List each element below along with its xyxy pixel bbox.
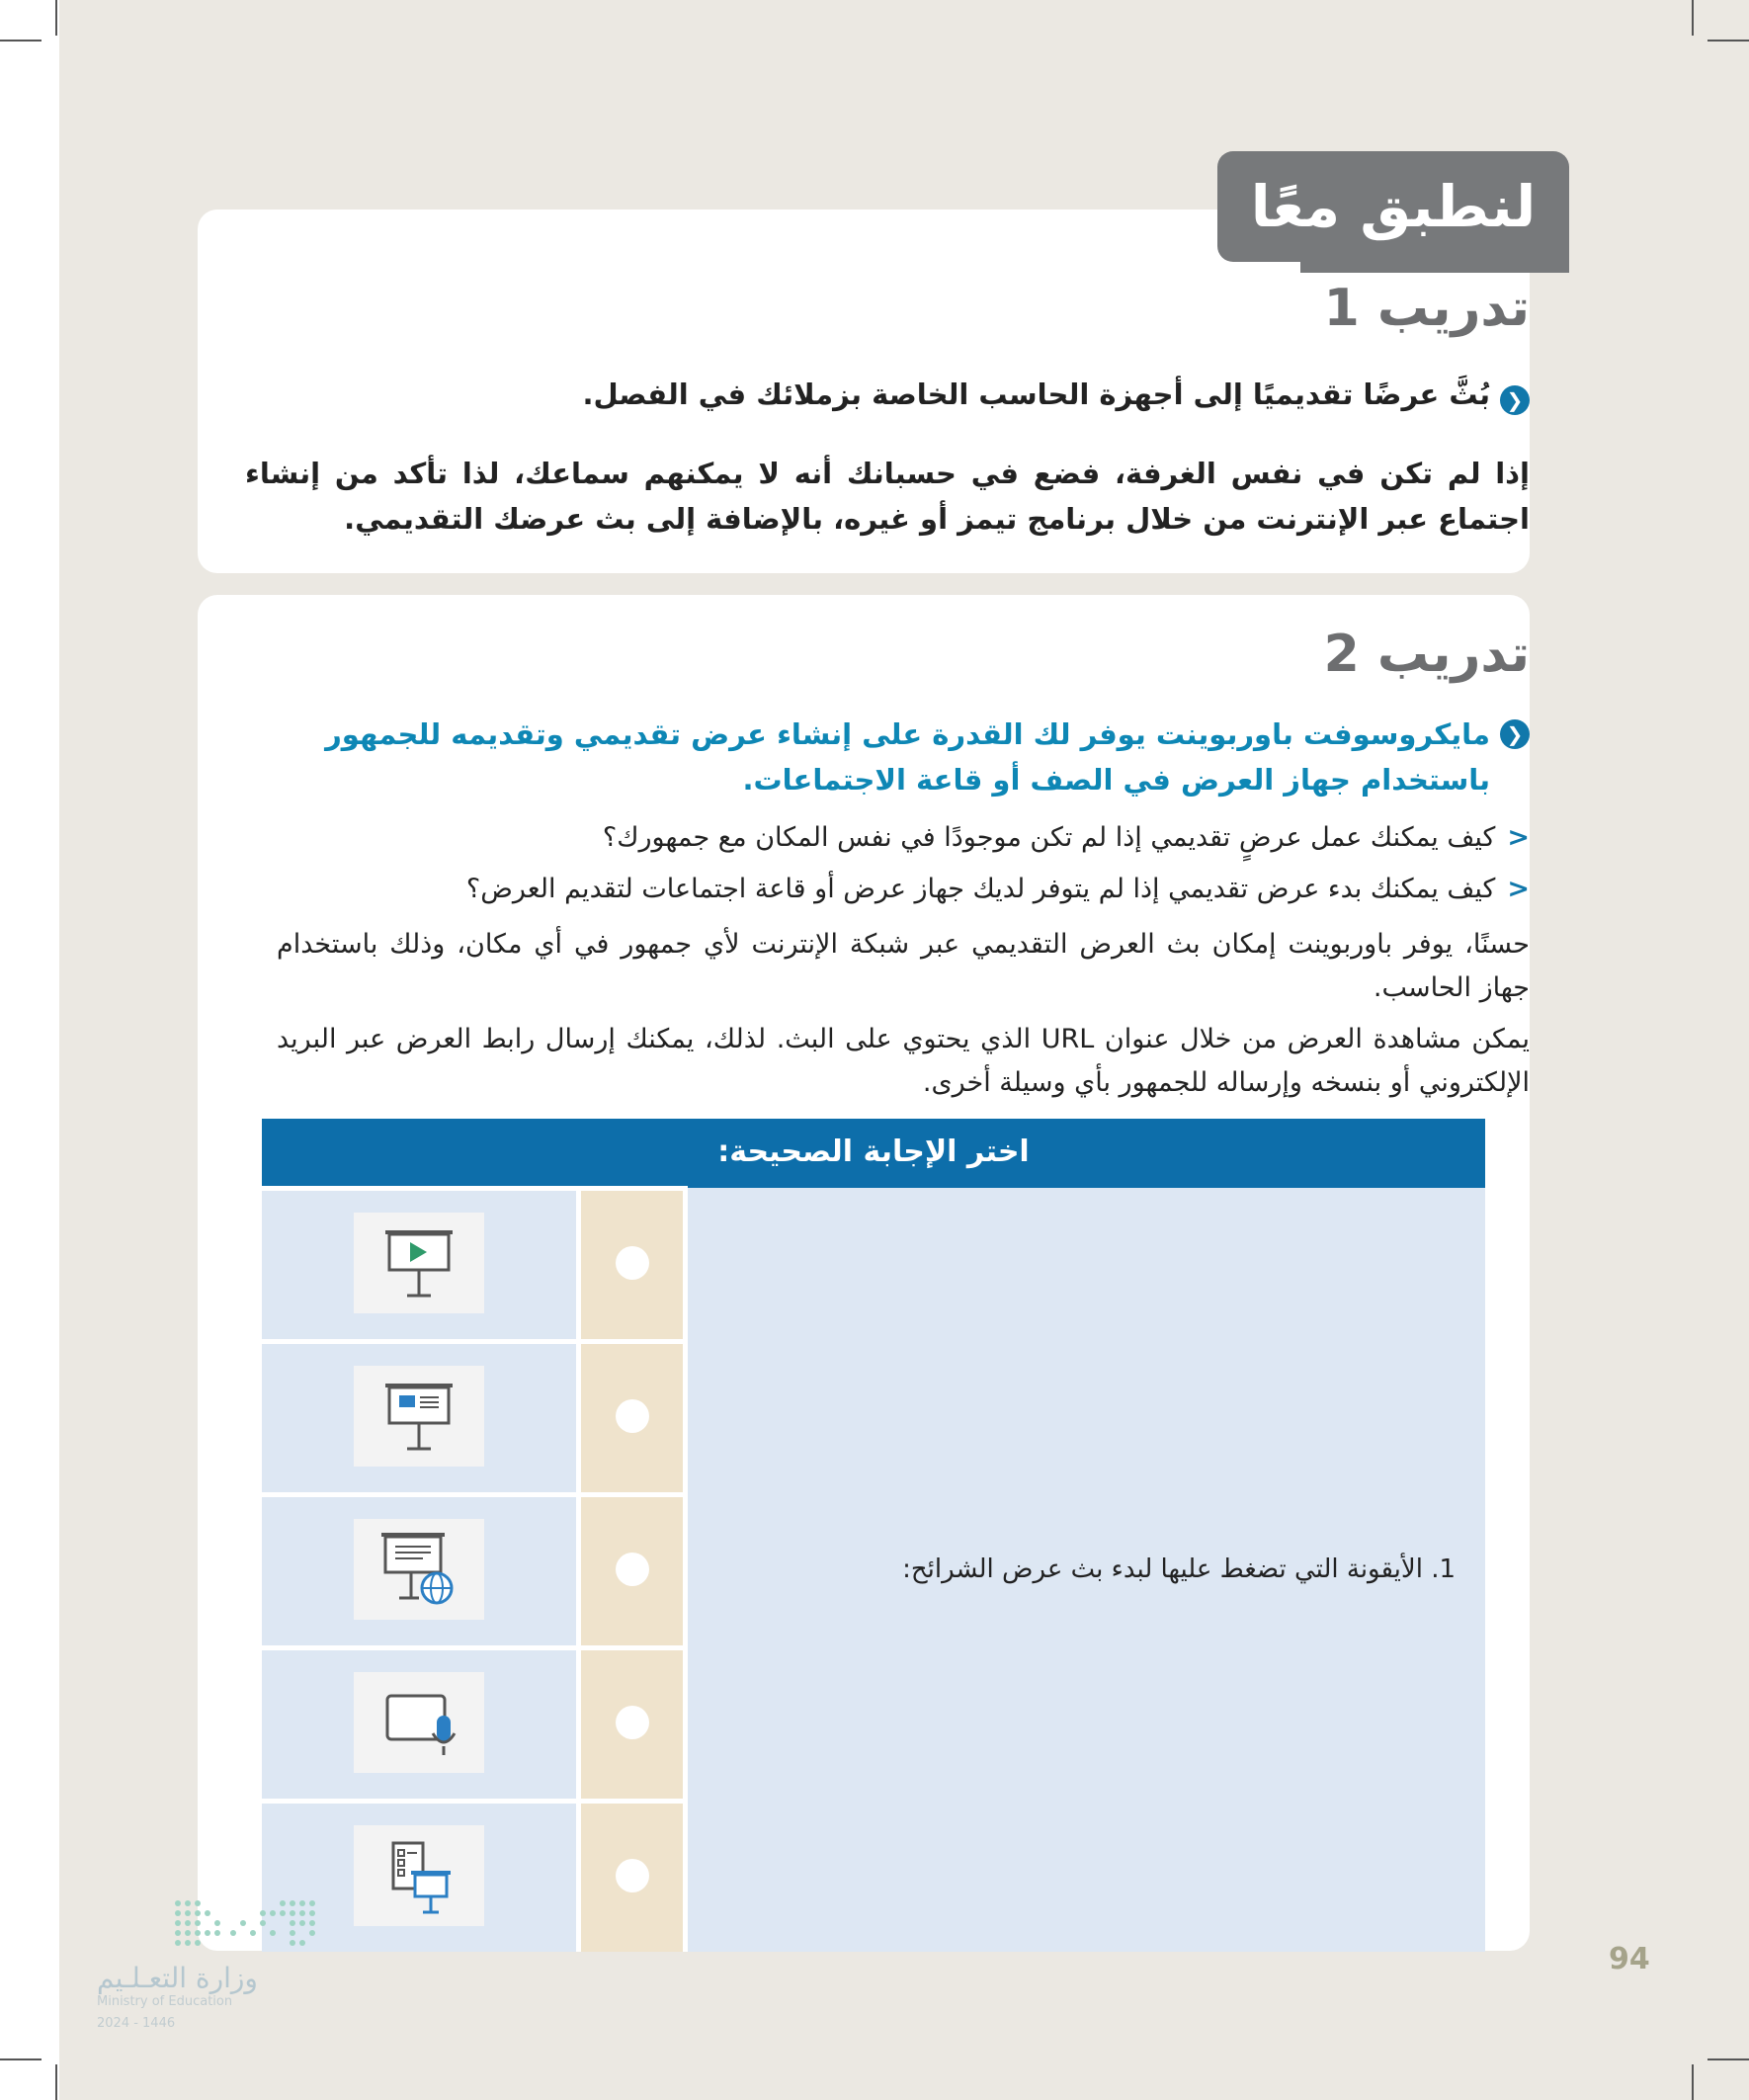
question-item xyxy=(466,874,1530,904)
crop-mark xyxy=(1707,2058,1749,2060)
option-icon-cell xyxy=(262,1647,579,1801)
arrow-icon: < xyxy=(1507,822,1530,853)
presenter-view-icon xyxy=(354,1366,484,1467)
arrow-icon: < xyxy=(1507,874,1530,904)
quiz-option-row xyxy=(262,1188,1485,1341)
radio-dot[interactable] xyxy=(616,1399,649,1433)
option-radio[interactable] xyxy=(579,1341,686,1494)
crop-mark xyxy=(1707,40,1749,42)
paragraph-1: حسنًا، يوفر باوربوينت إمكان بث العرض التقديمي عبر شبكة الإنترنت لأي جمهور في أي مكان، وذلك باستخدام جهاز الحاسب. xyxy=(277,929,1530,1003)
crop-mark xyxy=(0,2058,42,2060)
option-icon-cell xyxy=(262,1341,579,1494)
crop-mark xyxy=(55,0,57,36)
ministry-logo-icon xyxy=(95,1897,322,1953)
question-text: كيف يمكنك عمل عرضٍ تقديمي إذا لم تكن موجودًا في نفس المكان مع جمهورك؟ xyxy=(602,822,1496,853)
intro-text: مايكروسوفت باوربوينت يوفر لك القدرة على إنشاء عرض تقديمي وتقديمه للجمهور باستخدام جهاز العرض في الصف أو قاعة الاجتماعات. xyxy=(325,717,1490,797)
option-radio[interactable] xyxy=(579,1647,686,1801)
option-icon-cell xyxy=(262,1494,579,1647)
exercise-2-intro xyxy=(245,712,1530,802)
present-online-icon xyxy=(354,1519,484,1620)
radio-dot[interactable] xyxy=(616,1246,649,1280)
slideshow-play-icon xyxy=(354,1213,484,1313)
ministry-name-ar: وزارة التعـلـيم xyxy=(97,1962,258,1994)
paragraph-2: يمكن مشاهدة العرض من خلال عنوان URL الذي يحتوي على البث. لذلك، يمكنك إرسال رابط العرض عبر البريد الإلكتروني أو بنسخه وإرساله للجمهور بأي وسيلة أخرى. xyxy=(277,1024,1530,1098)
exercise-1-note: إذا لم تكن في نفس الغرفة، فضع في حسبانك أنه لا يمكنهم سماعك، لذا تأكد من إنشاء اجتماع عبر الإنترنت من خلال برنامج تيمز أو غيره، بالإضافة إلى بث عرضك التقديمي. xyxy=(245,457,1530,536)
record-audio-icon xyxy=(354,1672,484,1773)
rehearse-timings-icon xyxy=(354,1825,484,1926)
instruction-text: بُثَّ عرضًا تقديميًا إلى أجهزة الحاسب الخاصة بزملائك في الفصل. xyxy=(582,378,1490,411)
exercise-2-title: تدريب 2 xyxy=(1323,625,1530,684)
question-text: كيف يمكنك بدء عرض تقديمي إذا لم يتوفر لديك جهاز عرض أو قاعة اجتماعات لتقديم العرض؟ xyxy=(465,874,1496,904)
page-number: 94 xyxy=(1609,1942,1650,1976)
crop-mark xyxy=(55,2064,57,2100)
radio-dot[interactable] xyxy=(616,1859,649,1892)
quiz-question: 1. الأيقونة التي تضغط عليها لبدء بث عرض الشرائح: xyxy=(685,1188,1485,1952)
exercise-1-title: تدريب 1 xyxy=(1323,279,1530,338)
radio-dot[interactable] xyxy=(616,1706,649,1739)
option-radio[interactable] xyxy=(579,1188,686,1341)
crop-mark xyxy=(1692,2064,1694,2100)
option-radio[interactable] xyxy=(579,1801,686,1952)
quiz-table xyxy=(262,1119,1485,1952)
quiz-header-row xyxy=(262,1119,1485,1188)
section-title-tab: لنطبق معًا xyxy=(1217,151,1569,262)
ministry-name-en: Ministry of Education xyxy=(97,1994,233,2009)
question-item xyxy=(603,822,1530,853)
radio-dot[interactable] xyxy=(616,1553,649,1586)
option-radio[interactable] xyxy=(579,1494,686,1647)
option-icon-cell xyxy=(262,1188,579,1341)
chevron-left-icon: ❮ xyxy=(1500,719,1530,749)
edition-year: 2024 - 1446 xyxy=(97,2016,176,2031)
crop-mark xyxy=(1692,0,1694,36)
chevron-left-icon: ❮ xyxy=(1500,385,1530,415)
crop-mark xyxy=(0,40,42,42)
quiz-header: اختر الإجابة الصحيحة: xyxy=(717,1134,1030,1170)
exercise-1-instruction xyxy=(245,378,1530,415)
